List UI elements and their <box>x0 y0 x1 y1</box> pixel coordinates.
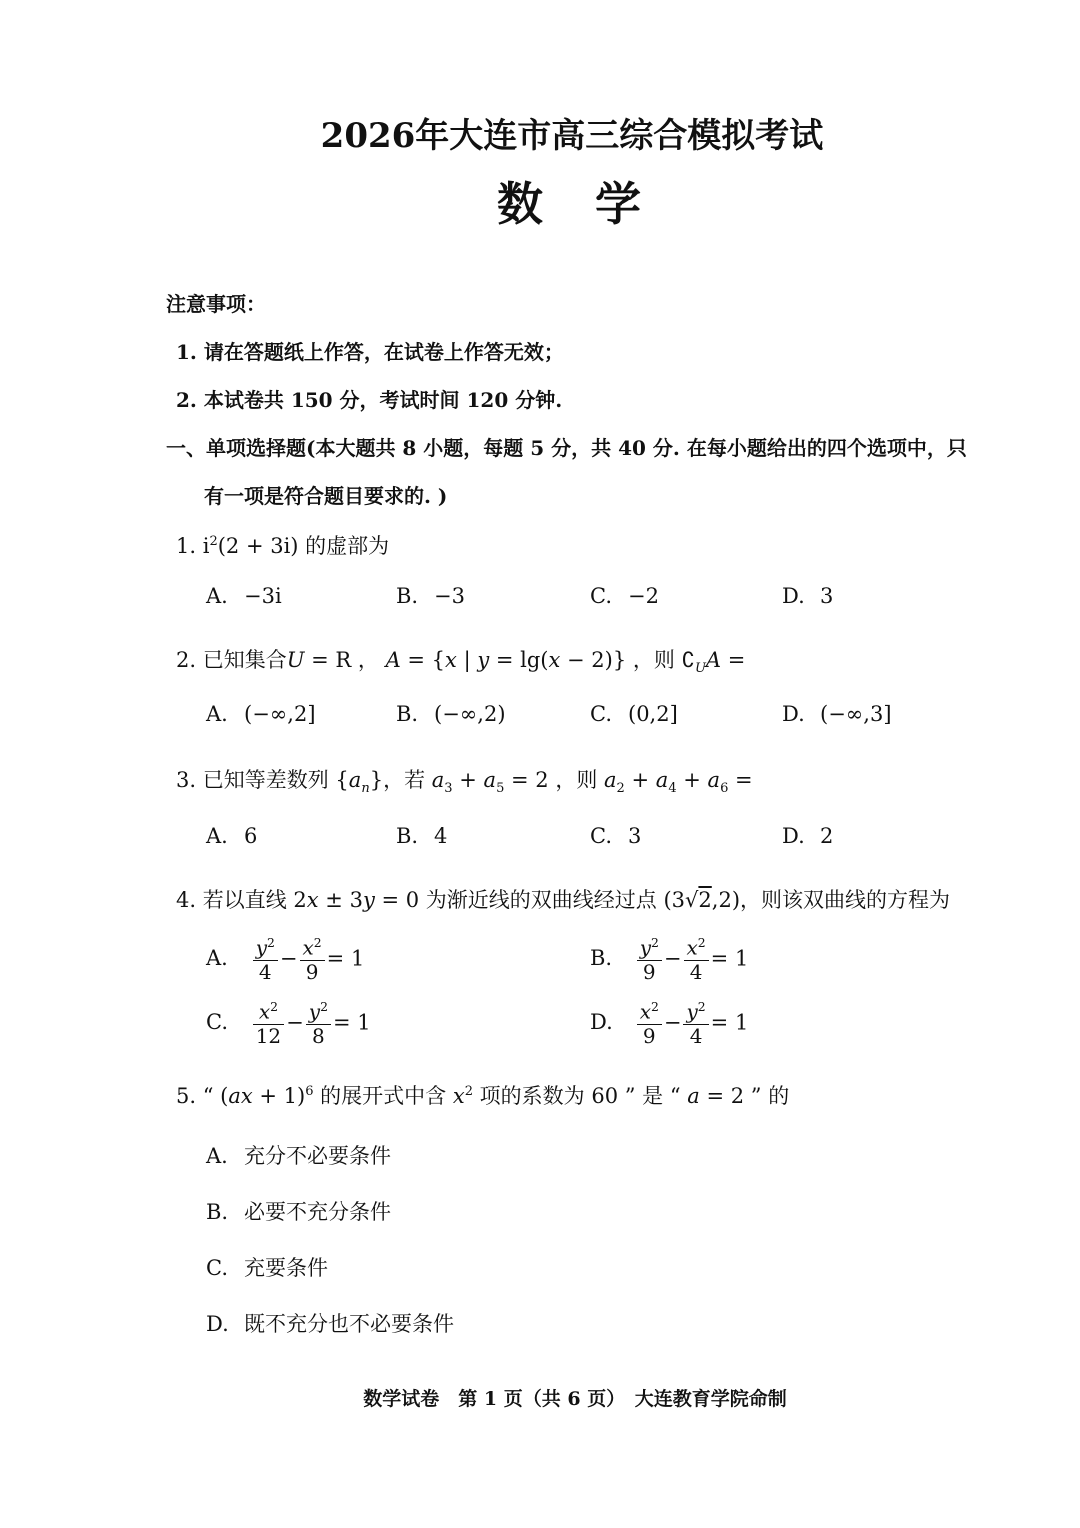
q1-stem: (2 + 3i) 的虚部为 <box>217 534 390 558</box>
q2-option-d[interactable] <box>782 702 892 726</box>
notice-item-text: 本试卷共 150 分，考试时间 120 分钟. <box>203 388 563 412</box>
q3-stem-2: }，若 <box>369 768 426 792</box>
notice-item-text: 请在答题纸上作答，在试卷上作答无效； <box>203 340 564 364</box>
option-text: 3 <box>628 824 642 848</box>
q4-stem-4: ,2)，则该双曲线的方程为 <box>711 888 951 912</box>
notice-item-2 <box>176 384 562 413</box>
q3-sub-3: 3 <box>444 781 453 797</box>
option-label: D. <box>782 584 805 608</box>
option-text: 充分不必要条件 <box>244 1144 391 1168</box>
q3-sub-2: 2 <box>616 781 625 797</box>
question-3 <box>176 764 753 796</box>
option-text: 既不充分也不必要条件 <box>244 1312 454 1336</box>
frac-num-var: y <box>308 999 321 1024</box>
minus-sign: − <box>663 1010 682 1035</box>
q5-stem-3: 的展开式中含 <box>313 1084 447 1108</box>
q2-var-y: y <box>477 648 490 672</box>
frac-exp: 2 <box>650 999 659 1014</box>
frac-num-var: x <box>302 935 314 960</box>
q2-option-c[interactable] <box>590 702 678 726</box>
q5-exp-2: 2 <box>464 1084 473 1099</box>
fraction <box>306 1000 331 1048</box>
q3-a3: a <box>431 768 445 792</box>
page-footer: 数学试卷 第 1 页（共 6 页） 大连教育学院命制 <box>363 1388 787 1410</box>
q3-a6: a <box>707 768 721 792</box>
q5-option-d[interactable] <box>206 1308 454 1338</box>
option-label: C. <box>590 702 612 726</box>
q4-var-y: y <box>362 888 375 912</box>
question-4 <box>176 884 950 914</box>
q4-stem-2: ± 3 <box>318 888 363 912</box>
minus-sign: − <box>663 946 682 971</box>
question-number: 2. <box>176 648 197 672</box>
question-number: 1. <box>176 534 197 558</box>
equals-one: = 1 <box>710 1010 749 1035</box>
section-heading-line1: 一、单项选择题(本大题共 8 小题，每题 5 分，共 40 分. 在每小题给出的四个选项中，只 <box>166 436 967 460</box>
minus-sign: − <box>279 946 298 971</box>
frac-exp: 2 <box>697 999 706 1014</box>
q1-option-a[interactable] <box>206 584 282 608</box>
fraction <box>300 936 325 984</box>
frac-den: 8 <box>311 1023 325 1048</box>
q4-var-x: x <box>306 888 319 912</box>
minus-sign: − <box>286 1010 304 1035</box>
equals-one: = 1 <box>710 946 749 971</box>
q3-sub-n: n <box>361 781 370 797</box>
frac-den: 12 <box>255 1023 282 1048</box>
fraction <box>637 936 662 984</box>
fraction <box>683 1000 708 1048</box>
frac-den: 9 <box>642 959 656 984</box>
question-1 <box>176 530 389 560</box>
fraction <box>253 1000 284 1048</box>
q2-sub-u: U <box>694 661 706 677</box>
q2-option-b[interactable] <box>396 702 506 726</box>
option-text: 2 <box>820 824 834 848</box>
fraction <box>684 936 709 984</box>
option-text: −3 <box>434 584 465 608</box>
q3-sub-4: 4 <box>668 781 677 797</box>
q5-var-a2: a <box>687 1084 700 1108</box>
q5-stem-5: = 2 ” 的 <box>699 1084 790 1108</box>
question-5 <box>176 1080 789 1110</box>
q5-exp-6: 6 <box>305 1084 314 1099</box>
q4-stem-3: = 0 为渐近线的双曲线经过点 (3√ <box>374 888 699 912</box>
frac-den: 9 <box>305 959 319 984</box>
frac-num-var: y <box>639 935 651 960</box>
q3-sub-6: 6 <box>720 781 729 797</box>
q2-var-a2: A <box>705 648 722 672</box>
option-label: B. <box>396 824 419 848</box>
frac-den: 4 <box>689 1023 703 1048</box>
q2-option-a[interactable] <box>206 702 316 726</box>
option-label: A. <box>206 946 228 971</box>
q1-option-d[interactable] <box>782 584 833 608</box>
frac-num-var: x <box>639 999 651 1024</box>
question-number: 3. <box>176 768 197 792</box>
option-label: D. <box>590 1010 613 1035</box>
option-text: (−∞,3] <box>820 702 892 726</box>
frac-exp: 2 <box>697 935 706 950</box>
option-label: D. <box>782 702 805 726</box>
notice-item-num: 2. <box>176 388 197 412</box>
subject-title: 数学 <box>497 177 693 231</box>
q4-stem-1: 若以直线 2 <box>202 888 307 912</box>
option-text: −2 <box>628 584 659 608</box>
q5-var-a: a <box>228 1084 241 1108</box>
q3-option-d[interactable] <box>782 824 833 848</box>
option-label: C. <box>590 824 612 848</box>
option-label: A. <box>206 1144 228 1168</box>
q4-option-b[interactable] <box>590 936 748 984</box>
q5-stem-1: “ ( <box>202 1084 229 1108</box>
q5-stem-2: + 1) <box>252 1084 306 1108</box>
question-2 <box>176 644 745 676</box>
exam-title: 2026年大连市高三综合模拟考试 <box>320 116 824 156</box>
frac-num-var: y <box>255 935 267 960</box>
q2-stem-5: = lg( <box>489 648 549 672</box>
equals-one: = 1 <box>326 946 365 971</box>
frac-num-var: x <box>258 999 271 1024</box>
q2-stem-3: = { <box>400 648 446 672</box>
q2-stem-2: = R ， <box>304 648 379 672</box>
q4-radicand: 2 <box>698 888 712 912</box>
q2-var-u: U <box>286 648 305 672</box>
q5-option-a[interactable] <box>206 1140 391 1170</box>
q3-stem-1: 已知等差数列 { <box>202 768 349 792</box>
frac-exp: 2 <box>651 935 659 950</box>
fraction <box>637 1000 662 1048</box>
q5-stem-4: 项的系数为 60 ” 是 “ <box>473 1084 681 1108</box>
q2-stem-7: = <box>721 648 746 672</box>
frac-exp: 2 <box>320 999 328 1014</box>
option-text: (0,2] <box>628 702 678 726</box>
frac-exp: 2 <box>313 935 322 950</box>
option-text: (−∞,2] <box>244 702 316 726</box>
notice-item-1 <box>176 336 564 365</box>
q2-var-x2: x <box>548 648 561 672</box>
q4-option-d[interactable] <box>590 1000 748 1048</box>
frac-exp: 2 <box>270 999 278 1014</box>
q3-var-a: a <box>348 768 362 792</box>
option-label: B. <box>396 584 419 608</box>
frac-den: 4 <box>258 959 272 984</box>
q5-var-x: x <box>240 1084 253 1108</box>
q5-option-b[interactable] <box>206 1196 391 1226</box>
q1-base: i <box>202 534 210 558</box>
option-label: A. <box>206 584 228 608</box>
q4-option-a[interactable] <box>206 936 364 984</box>
option-label: C. <box>206 1010 228 1035</box>
option-label: A. <box>206 702 228 726</box>
question-number: 4. <box>176 888 197 912</box>
q3-option-c[interactable] <box>590 824 641 848</box>
option-text: 充要条件 <box>244 1256 328 1280</box>
question-number: 5. <box>176 1084 197 1108</box>
notice-item-num: 1. <box>176 340 197 364</box>
q1-exponent: 2 <box>209 534 218 549</box>
option-text: 3 <box>820 584 834 608</box>
option-label: C. <box>590 584 612 608</box>
q1-option-b[interactable] <box>396 584 465 608</box>
q3-a5: a <box>483 768 497 792</box>
option-label: C. <box>206 1256 228 1280</box>
option-label: B. <box>396 702 419 726</box>
option-label: A. <box>206 824 228 848</box>
q3-sub-5: 5 <box>496 781 505 797</box>
option-text: −3i <box>244 584 282 608</box>
q3-plus: + <box>452 768 484 792</box>
q1-option-c[interactable] <box>590 584 659 608</box>
option-text: 6 <box>244 824 258 848</box>
q3-option-a[interactable] <box>206 824 257 848</box>
notice-heading: 注意事项： <box>166 292 266 316</box>
equals-one: = 1 <box>332 1010 371 1035</box>
q3-eq: = <box>728 768 753 792</box>
q4-option-c[interactable] <box>206 1000 371 1048</box>
q3-plus-3: + <box>676 768 708 792</box>
option-label: D. <box>782 824 805 848</box>
q2-stem-6: − 2)} ，则 ∁ <box>560 648 695 672</box>
q2-stem-1: 已知集合 <box>202 648 287 672</box>
q5-var-x2: x <box>452 1084 465 1108</box>
option-text: (−∞,2) <box>434 702 506 726</box>
frac-num-var: x <box>686 935 698 960</box>
q3-option-b[interactable] <box>396 824 447 848</box>
q3-a2: a <box>604 768 617 792</box>
q3-a4: a <box>655 768 669 792</box>
q2-stem-4: | <box>456 648 478 672</box>
q3-stem-3: = 2 ，则 <box>504 768 598 792</box>
q2-var-a: A <box>385 648 401 672</box>
option-text: 必要不充分条件 <box>244 1200 391 1224</box>
frac-num-var: y <box>686 999 698 1024</box>
frac-den: 4 <box>689 959 703 984</box>
section-heading-line2: 有一项是符合题目要求的. ) <box>204 484 448 508</box>
frac-den: 9 <box>642 1023 656 1048</box>
option-text: 4 <box>434 824 448 848</box>
option-label: D. <box>206 1312 229 1336</box>
fraction <box>253 936 278 984</box>
q3-plus-2: + <box>624 768 656 792</box>
option-label: B. <box>590 946 613 971</box>
option-label: B. <box>206 1200 229 1224</box>
frac-exp: 2 <box>267 935 275 950</box>
q5-option-c[interactable] <box>206 1252 328 1282</box>
q2-var-x: x <box>445 648 457 672</box>
